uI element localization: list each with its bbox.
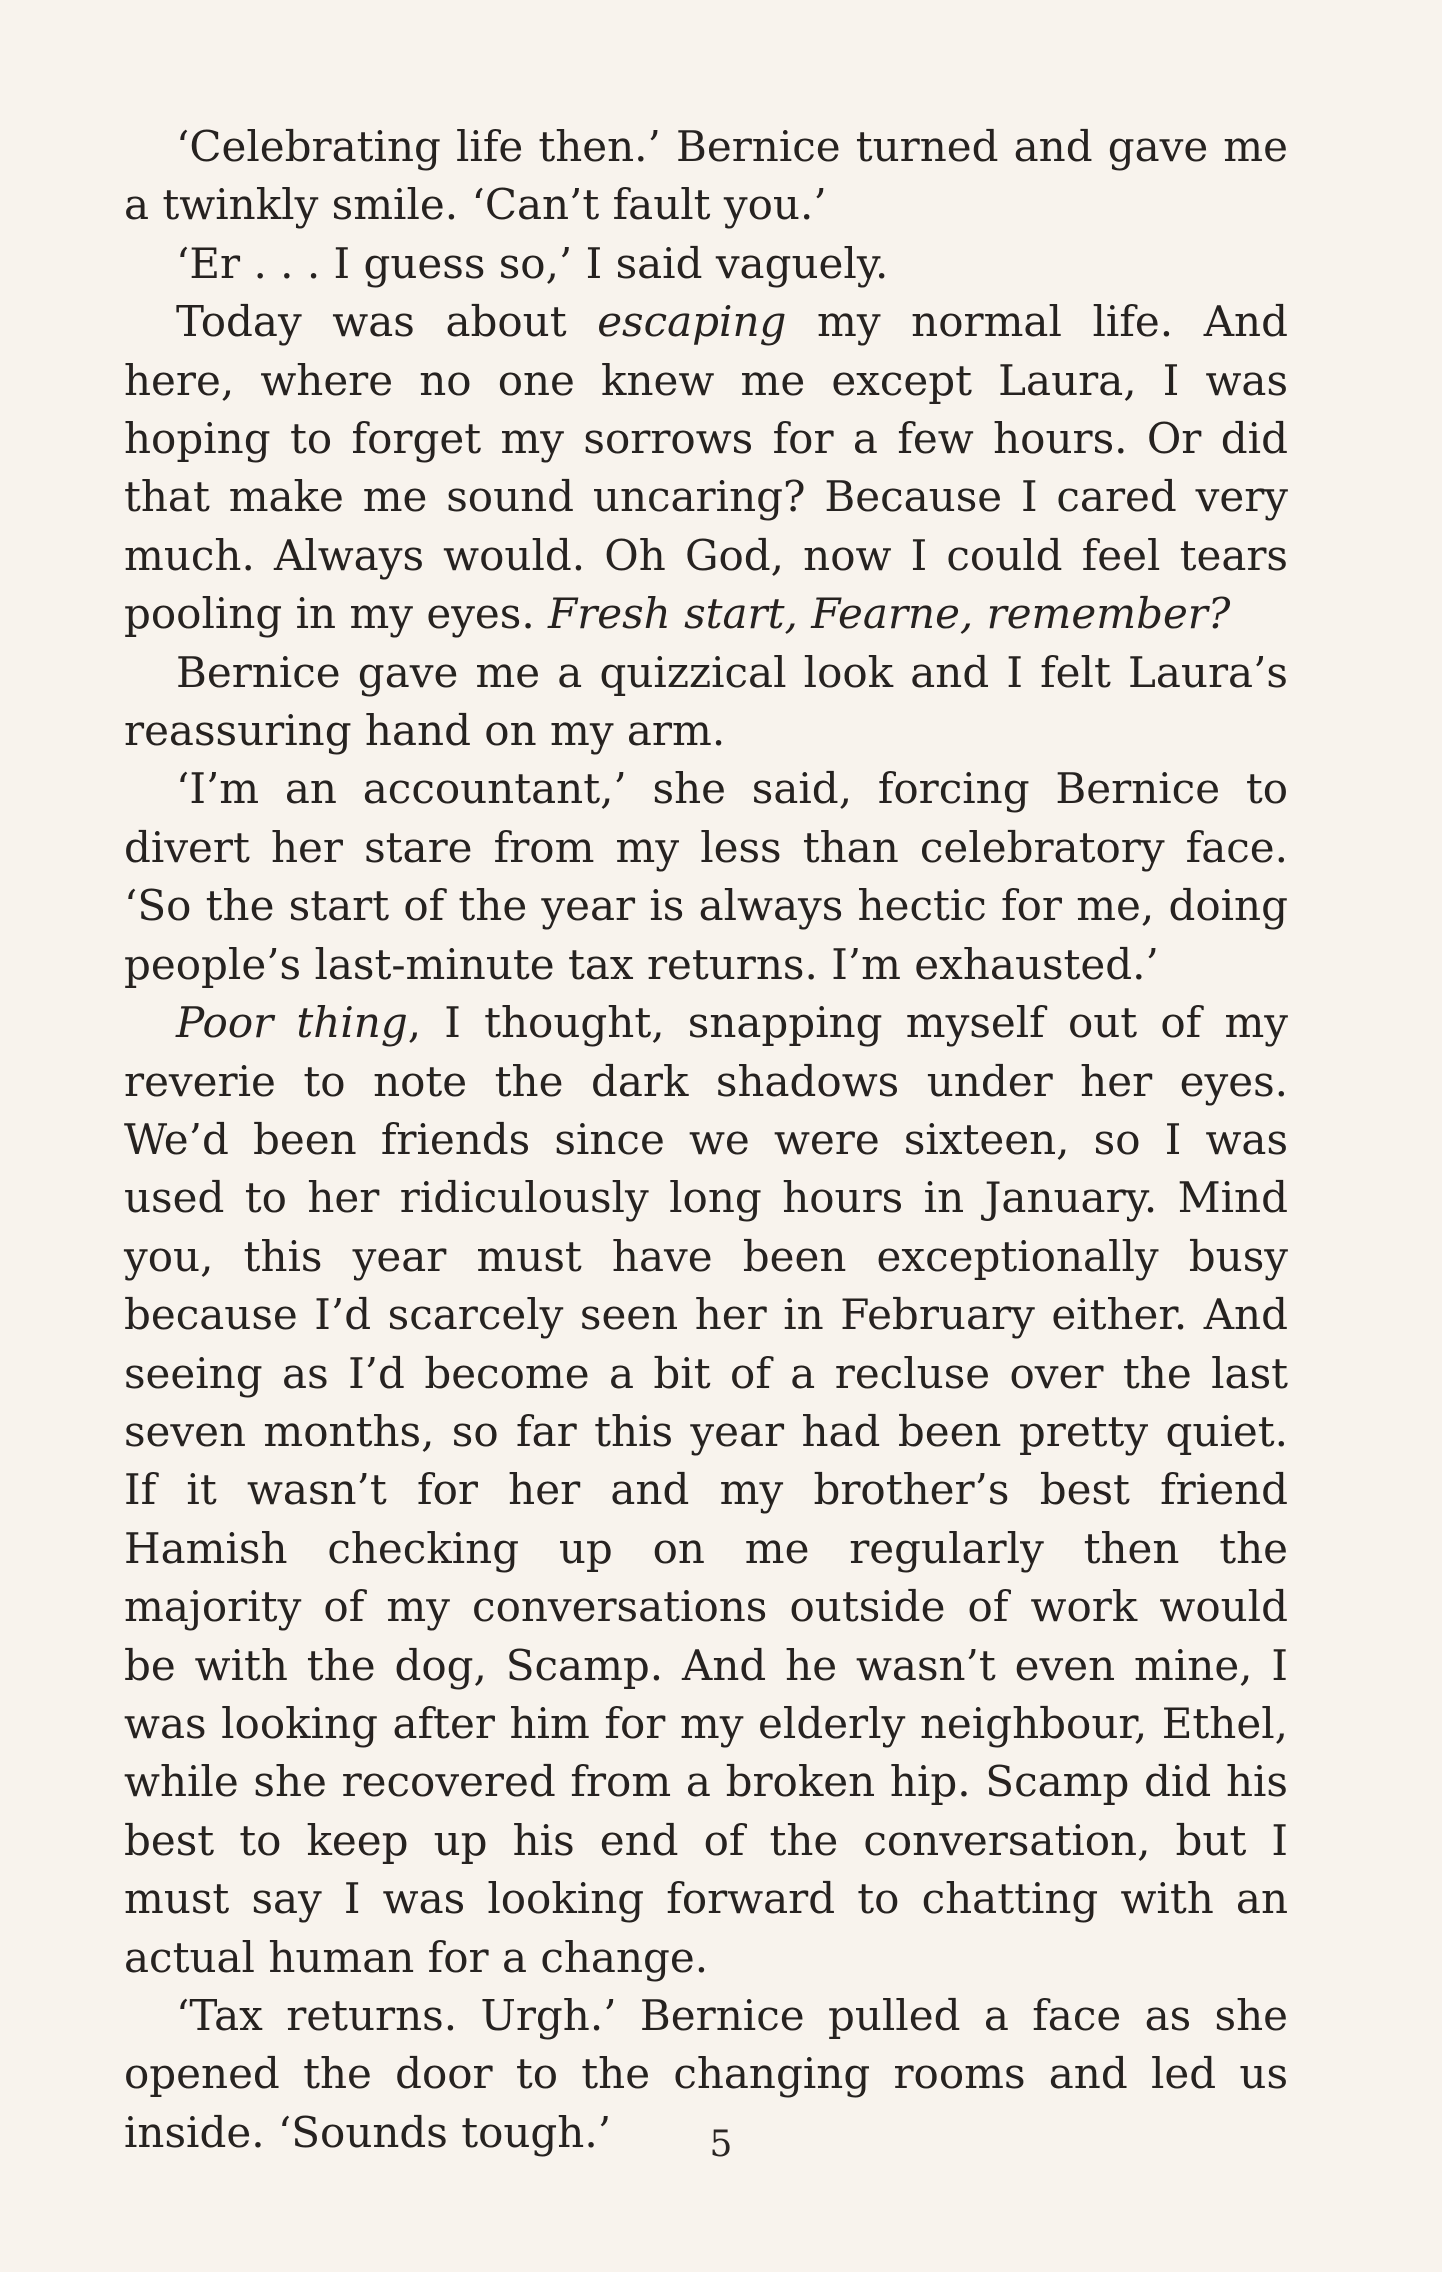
text-run: , I thought, snapping myself out of my reverie to note the dark shadows under her eyes. We’d been friends since we were sixteen, so I was used to her ridiculously long hours in January. Mind you, this year must have been exceptionally busy because I’d scarcely seen her in February either. And seeing as I’d become a bit of a recluse over the last seven months, so far this year had been pretty quiet. If it wasn’t for her and my brother’s best friend Hamish checking up on me regularly then the majority of my conversations outside of work would be with the dog, Scamp. And he wasn’t even mine, I was looking after him for my elderly neighbour, Ethel, while she recovered from a broken hip. Scamp did his best to keep up his end of the conversation, but I must say I was looking forward to chatting with an actual human for a change. xyxy=(124,998,1288,1982)
italic-text: Poor thing xyxy=(176,998,408,1048)
italic-text: escaping xyxy=(597,297,787,347)
paragraph xyxy=(124,293,1288,643)
paragraph xyxy=(124,118,1288,235)
text-run: my normal life. And here, where no one knew me except Laura, I was hoping to forget my sorrows for a few hours. Or did that make me sound uncaring? Because I cared very much. Always would. Oh God, now I could feel tears pooling in my eyes. xyxy=(124,297,1288,639)
paragraph xyxy=(124,994,1288,1987)
text-run: Today was about xyxy=(176,297,598,347)
paragraph xyxy=(124,760,1288,994)
body-text xyxy=(124,118,1288,2162)
italic-text: Fresh start, Fearne, remember? xyxy=(548,589,1231,639)
text-run: ‘Er . . . I guess so,’ I said vaguely. xyxy=(176,238,889,288)
text-run: Bernice gave me a quizzical look and I felt Laura’s reassuring hand on my arm. xyxy=(124,647,1288,756)
page-number: 5 xyxy=(709,2124,733,2165)
text-run: ‘Celebrating life then.’ Bernice turned and gave me a twinkly smile. ‘Can’t fault you.’ xyxy=(124,122,1288,230)
text-run: ‘I’m an accountant,’ she said, forcing Bernice to divert her stare from my less than celebratory face. ‘So the start of the year is always hectic for me, doing people’s last-minute tax returns. I’m exhausted.’ xyxy=(124,764,1288,989)
paragraph xyxy=(124,235,1288,293)
paragraph xyxy=(124,644,1288,761)
text-run: ‘Tax returns. Urgh.’ Bernice pulled a face as she opened the door to the changing rooms and led us inside. ‘Sounds tough.’ xyxy=(124,1991,1288,2157)
